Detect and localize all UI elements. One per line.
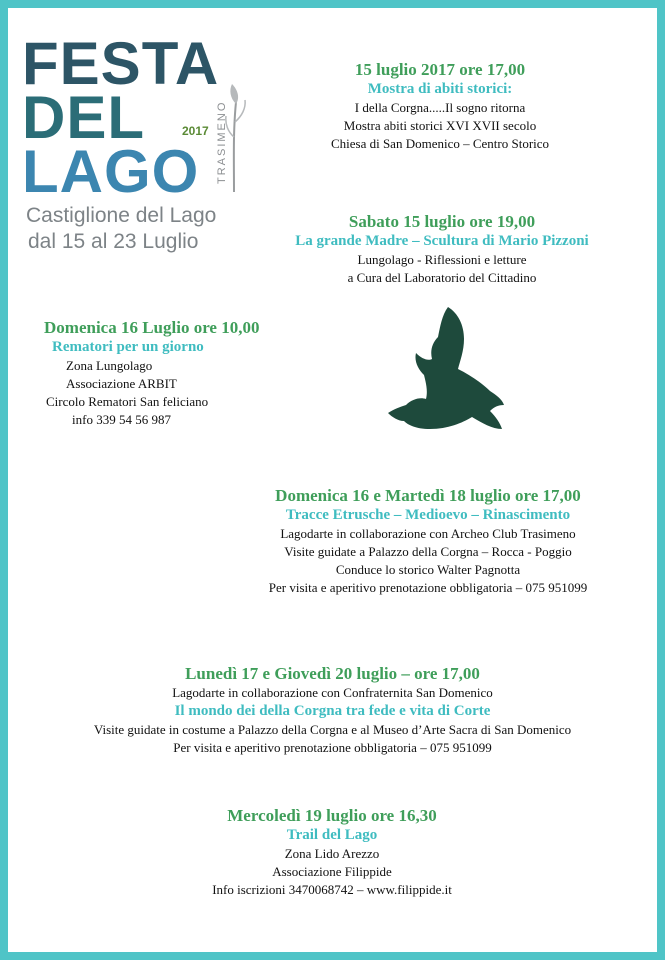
event-subtitle: La grande Madre – Scultura di Mario Pizzoni [295,233,589,249]
event-line: Lagodarte in collaborazione con Confraternita San Domenico [172,685,493,700]
event-title: Domenica 16 Luglio ore 10,00 [44,318,260,337]
event-line: Conduce lo storico Walter Pagnotta [335,562,521,577]
logo-year: 2017 [182,124,209,138]
logo-town: Castiglione del Lago [26,204,217,227]
event-line: Chiesa di San Domenico – Centro Storico [330,136,550,151]
event-line: a Cura del Laboratorio del Cittadino [347,270,537,285]
event-block-1 [290,60,590,153]
logo-word-festa: FESTA [22,30,220,97]
event-line: Associazione ARBIT [66,376,177,391]
event-subtitle: Trail del Lago [286,827,378,843]
event-subtitle: Tracce Etrusche – Medioevo – Rinascimento [285,507,571,523]
logo-dates: dal 15 al 23 Luglio [28,230,199,253]
event-title: Mercoledì 19 luglio ore 16,30 [227,806,437,825]
event-line: Associazione Filippide [272,864,392,879]
event-block-2 [262,212,622,287]
logo-word-del: DEL [22,84,145,151]
event-line: Mostra abiti storici XVI XVII secolo [343,118,537,133]
event-line: info 339 54 56 987 [72,412,171,427]
event-line: Zona Lungolago [66,358,153,373]
logo-word-lago: LAGO [22,138,200,205]
event-subtitle: Rematori per un giorno [52,339,204,355]
event-subtitle: Mostra di abiti storici: [367,81,513,97]
event-line: Per visita e aperitivo prenotazione obbligatoria – 075 951099 [268,580,588,595]
event-title: Domenica 16 e Martedì 18 luglio ore 17,00 [275,486,581,505]
event-line: Lagodarte in collaborazione con Archeo Club Trasimeno [280,526,576,541]
event-line: Info iscrizioni 3470068742 – www.filippide.it [212,882,452,897]
event-line: Circolo Rematori San feliciano [46,394,209,409]
event-line: Lungolago - Riflessioni e letture [357,252,527,267]
event-block-6 [182,806,482,899]
duck-silhouette-icon [386,305,506,435]
event-subtitle: Il mondo dei della Corgna tra fede e vita di Corte [174,703,491,719]
event-line: Visite guidate a Palazzo della Corgna – Rocca - Poggio [284,544,572,559]
event-line: Zona Lido Arezzo [284,846,380,861]
event-block-3 [44,318,294,429]
logo-lake-name: TRASIMENO [216,100,228,184]
event-line: Per visita e aperitivo prenotazione obbligatoria – 075 951099 [173,740,492,755]
festival-logo [22,30,252,264]
event-line: Visite guidate in costume a Palazzo della Corgna e al Museo d’Arte Sacra di San Domenico [93,722,572,737]
event-title: 15 luglio 2017 ore 17,00 [354,60,526,79]
event-title: Lunedì 17 e Giovedì 20 luglio – ore 17,00 [185,664,480,683]
event-line: I della Corgna.....Il sogno ritorna [354,100,526,115]
event-block-4 [238,486,618,597]
event-block-5 [40,664,625,757]
event-title: Sabato 15 luglio ore 19,00 [348,212,536,231]
